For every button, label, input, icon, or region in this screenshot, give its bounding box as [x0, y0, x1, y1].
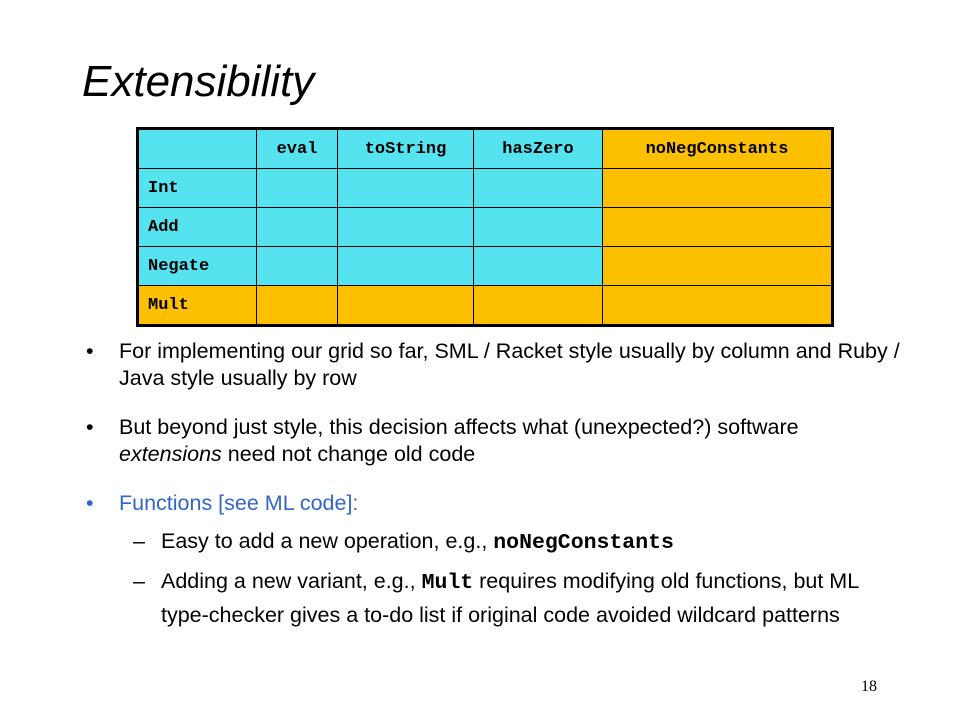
bullet-item	[86, 414, 906, 468]
code-nonegconstants: noNegConstants	[493, 531, 674, 555]
operations-variants-grid	[136, 127, 834, 327]
bullet-dot: •	[86, 339, 94, 363]
grid-cell	[474, 208, 603, 247]
grid-row-add	[138, 208, 833, 247]
sub-bullet-dash: –	[133, 569, 145, 593]
grid-cell	[603, 286, 833, 326]
bullet-text: need not change old code	[221, 442, 476, 466]
page-number: 18	[861, 678, 877, 695]
sub-bullet-text: Easy to add a new operation, e.g.,	[161, 529, 494, 553]
grid-cell	[603, 247, 833, 286]
bullet-text: But beyond just style, this decision affects what (unexpected?) software	[119, 415, 799, 439]
bullet-text: Functions [see ML code]:	[119, 491, 359, 515]
grid-cell	[474, 286, 603, 326]
grid-row-int	[138, 169, 833, 208]
slide-title: Extensibility	[82, 57, 315, 106]
bullet-item	[86, 338, 906, 392]
grid-row-label: Int	[138, 169, 257, 208]
grid-cell	[257, 286, 338, 326]
grid-cell	[338, 286, 474, 326]
grid-header-row	[138, 129, 833, 169]
grid-cell	[603, 169, 833, 208]
grid-header-nonegconstants: noNegConstants	[603, 129, 833, 169]
grid-cell	[603, 208, 833, 247]
grid-row-label: Mult	[138, 286, 257, 326]
bullet-list	[86, 338, 906, 637]
sub-bullet-item	[86, 525, 906, 559]
grid-cell	[338, 247, 474, 286]
bullet-emphasis: extensions	[119, 442, 222, 466]
sub-bullet-text: Adding a new variant, e.g.,	[161, 569, 422, 593]
grid-row-label: Negate	[138, 247, 257, 286]
grid-header-eval: eval	[257, 129, 338, 169]
grid-cell	[257, 208, 338, 247]
sub-bullet-text: requires modifying old functions, but ML type-checker gives a to-do list if original code avoided wildcard patterns	[161, 569, 859, 627]
bullet-item-functions	[86, 490, 906, 517]
grid-cell	[257, 247, 338, 286]
code-mult: Mult	[421, 571, 474, 595]
grid-header-haszero: hasZero	[474, 129, 603, 169]
bullet-dot: •	[86, 491, 94, 515]
bullet-dot: •	[86, 415, 94, 439]
grid-cell	[338, 169, 474, 208]
grid-cell	[474, 169, 603, 208]
grid-cell	[338, 208, 474, 247]
bullet-text: For implementing our grid so far, SML / Racket style usually by column and Ruby / Java style usually by row	[119, 339, 900, 390]
sub-bullet-dash: –	[133, 529, 145, 553]
grid-corner-cell	[138, 129, 257, 169]
grid-header-tostring: toString	[338, 129, 474, 169]
grid-row-mult	[138, 286, 833, 326]
grid-row-negate	[138, 247, 833, 286]
sub-bullet-item	[86, 565, 906, 631]
grid-cell	[257, 169, 338, 208]
grid-row-label: Add	[138, 208, 257, 247]
grid-cell	[474, 247, 603, 286]
